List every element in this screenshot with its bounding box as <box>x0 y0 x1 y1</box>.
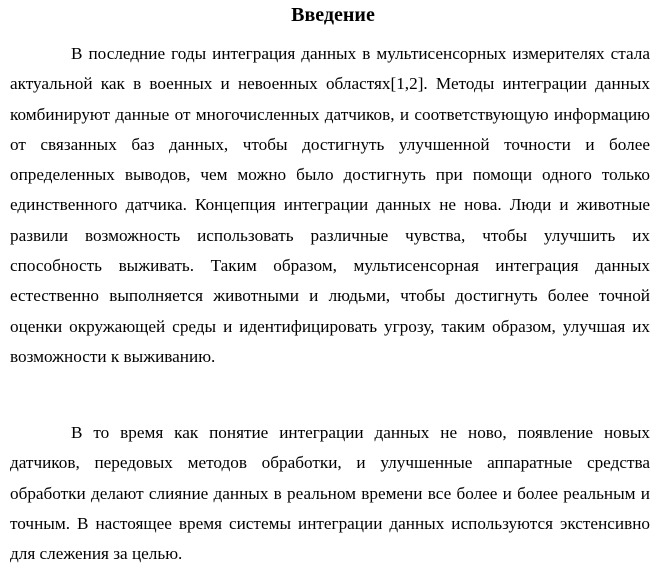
paragraph-1: В последние годы интеграция данных в мультисенсорных измерителях стала актуальной как в военных и невоенных областях[1,2]. Методы интеграции данных комбинируют данные от многочисленных датчиков, и соответствующую информацию от связанных баз данных, чтобы достигнуть улучшенной точности и более определенных выводов, чем можно было достигнуть при помощи одного только единственного датчика. Концепция интеграции данных не нова. Люди и животные развили возможность использовать различные чувства, чтобы улучшить их способность выживать. Таким образом, мультисенсорная интеграция данных естественно выполняется животными и людьми, чтобы достигнуть более точной оценки окружающей среды и идентифицировать угрозу, таким образом, улучшая их возможности к выживанию. <box>10 44 650 366</box>
paragraph-2: В то время как понятие интеграции данных не ново, появление новых датчиков, передовых методов обработки, и улучшенные аппаратные средства обработки делают слияние данных в реальном времени все более и более реальным и точным. В настоящее время системы интеграции данных используются экстенсивно для слежения за целью. <box>10 423 650 564</box>
document-title: Введение <box>291 4 375 26</box>
